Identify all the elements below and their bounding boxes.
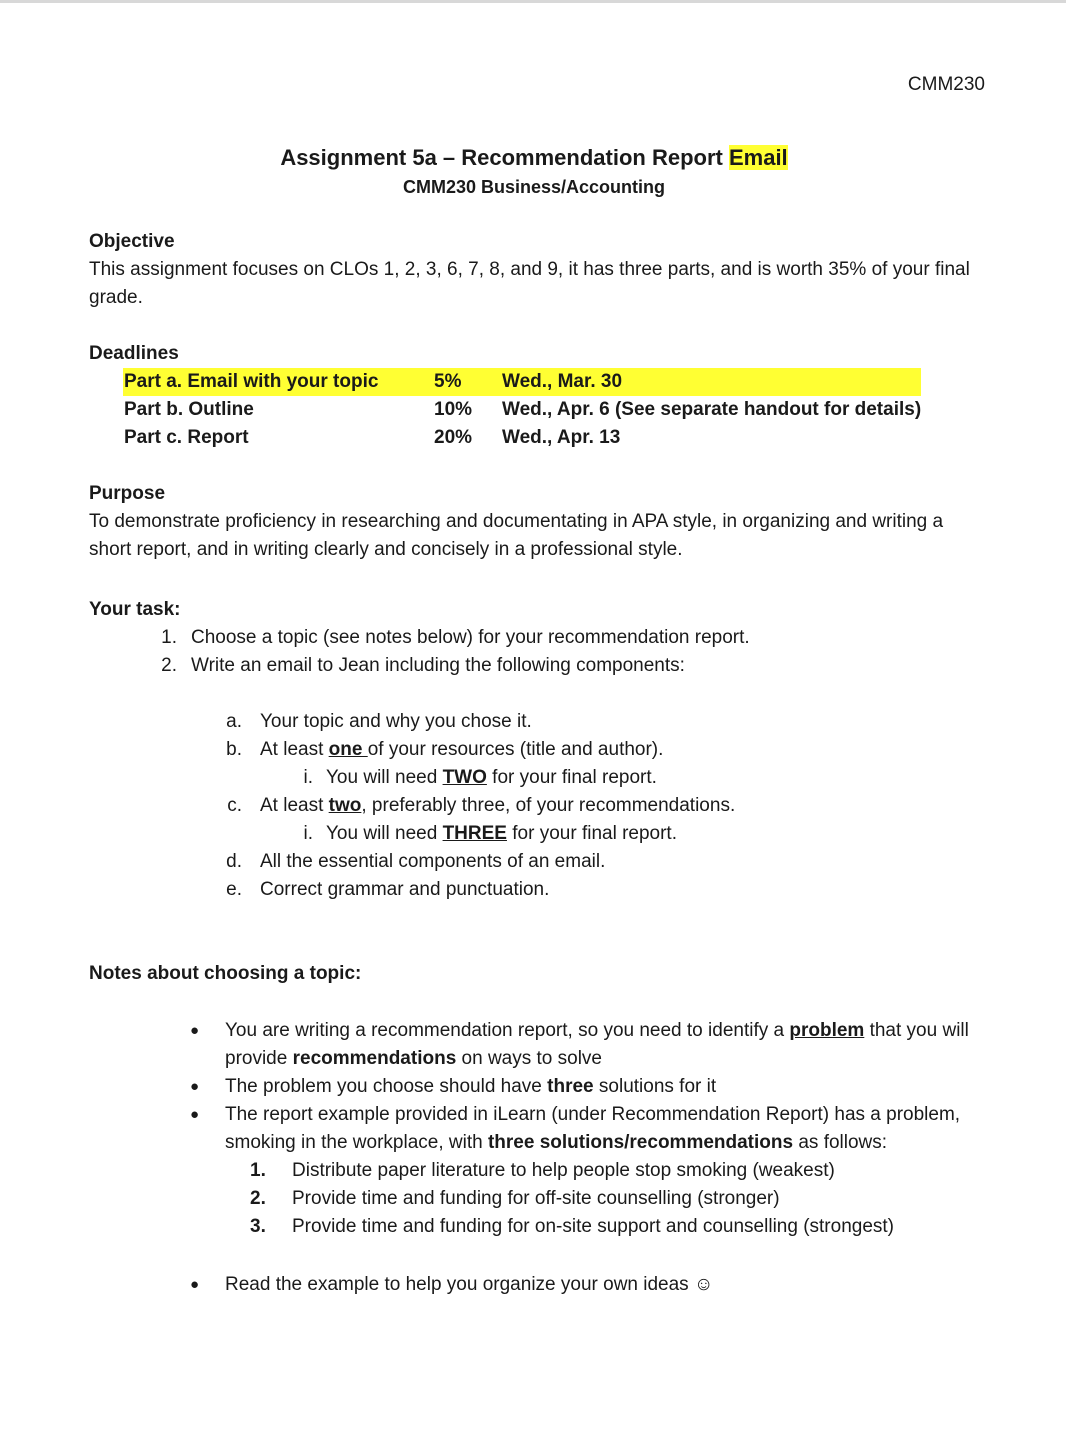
sub-list <box>294 820 979 848</box>
emphasis: THREE <box>442 823 507 844</box>
deadlines-heading: Deadlines <box>89 343 179 364</box>
emphasis: three <box>547 1076 594 1097</box>
list-marker: b. <box>226 739 242 760</box>
top-border <box>0 0 1066 3</box>
list-marker: i. <box>303 767 313 788</box>
list-item <box>225 736 979 792</box>
list-item <box>294 764 979 792</box>
list-marker: 1. <box>250 1160 266 1181</box>
deadline-row-part-c <box>123 424 921 452</box>
sub-list <box>294 764 979 792</box>
title-highlight: Email <box>728 145 788 170</box>
text-fragment: that you will provide <box>225 1020 969 1069</box>
notes-section <box>89 960 979 1299</box>
deadline-part: Part b. Outline <box>124 399 254 420</box>
list-item-text: Choose a topic (see notes below) for your recommendation report. <box>191 627 750 648</box>
text-fragment: for your final report. <box>506 823 677 844</box>
list-item <box>225 792 979 848</box>
purpose-section <box>89 480 979 564</box>
list-item <box>187 1101 979 1241</box>
list-item <box>225 848 979 876</box>
purpose-text: To demonstrate proficiency in researching and documentating in APA style, in organizing and writing a short report, and in writing clearly and concisely in a professional style. <box>89 511 944 560</box>
list-marker: a. <box>226 711 242 732</box>
list-item-text: Read the example to help you organize your own ideas ☺ <box>225 1274 714 1295</box>
list-marker: 3. <box>250 1216 266 1237</box>
list-marker: e. <box>226 879 242 900</box>
text-fragment: The report example provided in iLearn (under Recommendation Report) has a problem, smoking in the workplace, with <box>225 1104 961 1153</box>
text-fragment: as follows: <box>793 1132 888 1153</box>
list-item <box>250 1157 979 1185</box>
title-block <box>89 143 979 201</box>
text-fragment: of your resources (title and author). <box>367 739 664 760</box>
text-fragment: on ways to solve <box>456 1048 603 1069</box>
deadline-row-part-a <box>123 368 921 396</box>
list-item-text: Write an email to Jean including the following components: <box>191 655 685 676</box>
course-code-header: CMM230 <box>907 74 985 95</box>
list-marker: 2. <box>250 1188 266 1209</box>
emphasis: three solutions/recommendations <box>487 1132 794 1153</box>
notes-list <box>187 1017 979 1299</box>
list-item <box>187 1017 979 1073</box>
objective-text: This assignment focuses on CLOs 1, 2, 3, 6, 7, 8, and 9, it has three parts, and is worth 35% of your final grade. <box>89 259 970 308</box>
list-item-text: All the essential components of an email. <box>260 851 606 872</box>
text-fragment: , preferably three, of your recommendations. <box>361 795 736 816</box>
text-fragment: for your final report. <box>486 767 657 788</box>
list-item <box>187 1073 979 1101</box>
text-fragment: You are writing a recommendation report, so you need to identify a <box>225 1020 790 1041</box>
list-item <box>250 1185 979 1213</box>
bullet-icon: ● <box>190 1106 200 1123</box>
emphasis: one <box>328 739 368 760</box>
list-item-text: Your topic and why you chose it. <box>260 711 532 732</box>
title-text: Assignment 5a – Recommendation Report <box>280 145 729 170</box>
deadline-row-part-b <box>123 396 921 424</box>
example-solutions-list <box>250 1157 979 1241</box>
list-item <box>155 624 979 652</box>
list-item <box>155 652 979 680</box>
text-fragment: At least <box>260 739 329 760</box>
document-subtitle: CMM230 Business/Accounting <box>402 177 666 197</box>
list-marker: c. <box>227 795 242 816</box>
bullet-icon: ● <box>190 1078 200 1095</box>
list-item-text: Provide time and funding for on-site support and counselling (strongest) <box>292 1216 895 1237</box>
text-fragment: The problem you choose should have <box>225 1076 548 1097</box>
deadlines-section <box>89 340 979 452</box>
deadline-weight: 5% <box>434 368 502 396</box>
deadline-date: Wed., Mar. 30 <box>502 368 921 396</box>
text-fragment: At least <box>260 795 329 816</box>
list-item-text: Provide time and funding for off-site counselling (stronger) <box>292 1188 780 1209</box>
text-fragment: You will need <box>326 823 443 844</box>
list-marker: d. <box>226 851 242 872</box>
list-item-text: Distribute paper literature to help people stop smoking (weakest) <box>292 1160 835 1181</box>
deadline-date: Wed., Apr. 6 (See separate handout for details) <box>502 399 922 420</box>
deadline-weight: 20% <box>434 427 473 448</box>
email-components-list <box>225 708 979 904</box>
task-section <box>89 596 979 904</box>
deadline-part: Part c. Report <box>124 427 249 448</box>
deadlines-table <box>123 368 921 452</box>
bullet-icon: ● <box>190 1276 200 1293</box>
objective-heading: Objective <box>89 231 175 252</box>
list-marker: i. <box>303 823 313 844</box>
text-fragment: solutions for it <box>593 1076 717 1097</box>
bullet-icon: ● <box>190 1022 200 1039</box>
list-item-text: Correct grammar and punctuation. <box>260 879 550 900</box>
task-steps <box>155 624 979 680</box>
deadline-weight: 10% <box>434 399 473 420</box>
emphasis: recommendations <box>292 1048 457 1069</box>
notes-heading: Notes about choosing a topic: <box>89 963 362 984</box>
list-marker: 1. <box>161 627 177 648</box>
list-item <box>294 820 979 848</box>
list-item <box>250 1213 979 1241</box>
task-heading: Your task: <box>89 599 181 620</box>
list-item <box>187 1271 979 1299</box>
emphasis: TWO <box>442 767 487 788</box>
deadline-date: Wed., Apr. 13 <box>502 427 621 448</box>
objective-section <box>89 228 979 312</box>
purpose-heading: Purpose <box>89 483 166 504</box>
emphasis: two <box>328 795 362 816</box>
list-item <box>225 876 979 904</box>
document-title <box>89 143 979 173</box>
list-marker: 2. <box>161 655 177 676</box>
document-page <box>89 70 979 1299</box>
text-fragment: You will need <box>326 767 443 788</box>
deadline-part: Part a. Email with your topic <box>123 368 434 396</box>
emphasis: problem <box>789 1020 865 1041</box>
list-item <box>225 708 979 736</box>
